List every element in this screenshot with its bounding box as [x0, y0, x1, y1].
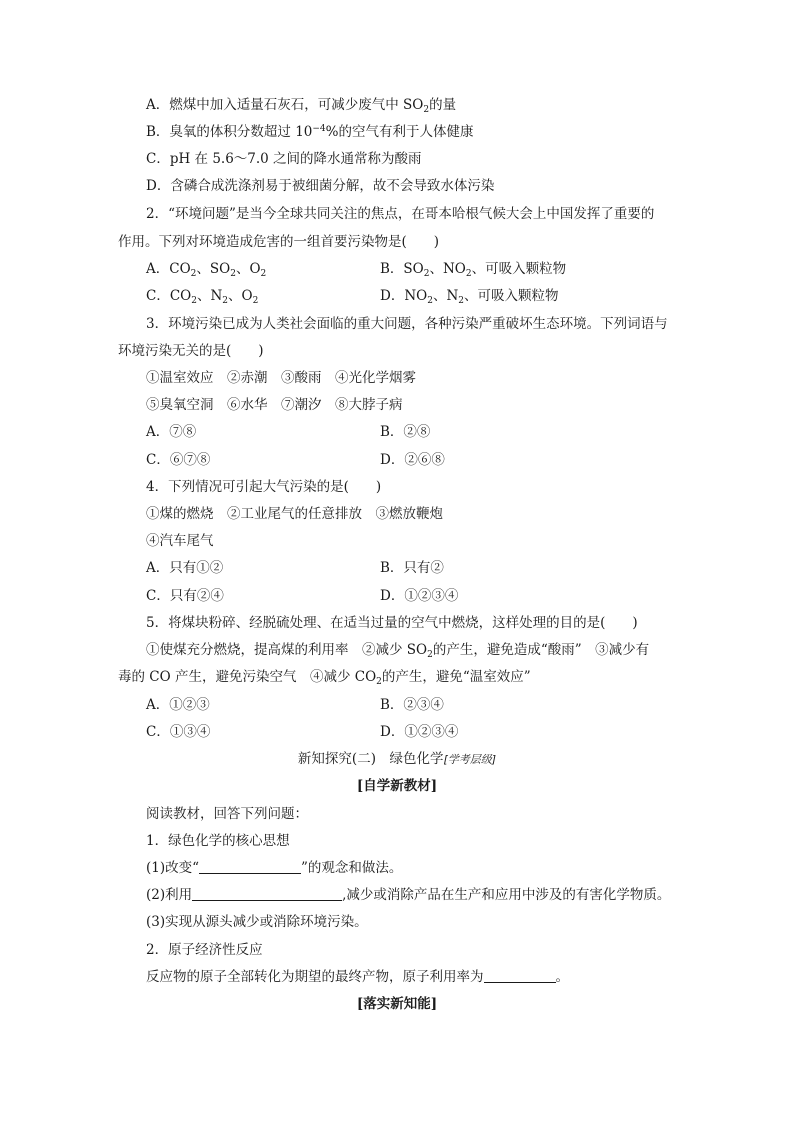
q5-items-line2: 毒的 CO 产生，避免污染空气 ④减少 $CO_2$的产生，避免“温室效应”	[118, 669, 531, 687]
q5-stem: 5．将煤块粉碎、经脱硫处理、在适当过量的空气中燃烧，这样处理的目的是( )	[146, 615, 638, 631]
point1-item1: (1)改变“ ”的观念和做法。	[146, 860, 403, 876]
q2-option-b: B．$SO_2$、$NO_2$、可吸入颗粒物	[380, 261, 567, 279]
q4-stem: 4．下列情况可引起大气污染的是( )	[146, 479, 382, 495]
sub-heading: [自学新教材]	[356, 778, 438, 794]
point2-text: 反应物的原子全部转化为期望的最终产物，原子利用率为 。	[146, 969, 569, 985]
q5-option-b: B．②③④	[380, 697, 444, 713]
q5-option-c: C．①③④	[146, 724, 211, 740]
q2-stem-line1: 2．“环境问题”是当今全球共同关注的焦点，在哥本哈根气候大会上中国发挥了重要的	[146, 206, 655, 222]
intro-text: 阅读教材，回答下列问题：	[146, 806, 308, 822]
q3-items-line2: ⑤臭氧空洞 ⑥水华 ⑦潮汐 ⑧大脖子病	[146, 397, 403, 413]
q4-option-d: D．①②③④	[380, 588, 459, 604]
q5-items-line1: ①使煤充分燃烧，提高煤的利用率 ②减少 $SO_2$的产生，避免造成“酸雨” ③减少有	[146, 642, 650, 660]
q1-option-d: D．含磷合成洗涤剂易于被细菌分解，故不会导致水体污染	[146, 178, 495, 194]
level-tag: [学考层级]	[443, 753, 497, 766]
q3-option-a: A．⑦⑧	[146, 424, 197, 440]
q2-option-d: D．$NO_2$、$N_2$、可吸入颗粒物	[380, 288, 559, 306]
q2-option-a: A．$CO_2$、$SO_2$、$O_2$	[146, 261, 267, 279]
q3-stem-line1: 3．环境污染已成为人类社会面临的重大问题，各种污染严重破坏生态环境。下列词语与	[146, 316, 668, 332]
q1-option-a: A．燃煤中加入适量石灰石，可减少废气中 $SO_2$的量	[146, 97, 457, 115]
fill-blank-1[interactable]	[199, 859, 301, 874]
q5-option-a: A．①②③	[146, 697, 210, 713]
point1-item3: (3)实现从源头减少或消除环境污染。	[146, 914, 368, 930]
q3-option-c: C．⑥⑦⑧	[146, 452, 211, 468]
q3-items-line1: ①温室效应 ②赤潮 ③酸雨 ④光化学烟雾	[146, 370, 416, 386]
q4-items-line2: ④汽车尾气	[146, 533, 214, 549]
point2-title: 2．原子经济性反应	[146, 942, 263, 958]
q3-option-d: D．②⑥⑧	[380, 452, 445, 468]
q1-option-c: C．pH 在 5.6～7.0 之间的降水通常称为酸雨	[146, 151, 422, 167]
q2-option-c: C．$CO_2$、$N_2$、$O_2$	[146, 288, 259, 306]
q4-option-b: B．只有②	[380, 560, 444, 576]
fill-blank-3[interactable]	[484, 968, 556, 983]
q5-option-d: D．①②③④	[380, 724, 459, 740]
q3-option-b: B．②⑧	[380, 424, 431, 440]
point1-title: 1．绿色化学的核心思想	[146, 833, 290, 849]
footer-heading: [落实新知能]	[356, 996, 438, 1012]
q4-items-line1: ①煤的燃烧 ②工业尾气的任意排放 ③燃放鞭炮	[146, 506, 443, 522]
fill-blank-2[interactable]	[192, 886, 342, 901]
q1-option-b: B．臭氧的体积分数超过 $10^{-4}\%$的空气有利于人体健康	[146, 124, 474, 140]
point1-item2: (2)利用 ,减少或消除产品在生产和应用中涉及的有害化学物质。	[146, 887, 671, 903]
q4-option-c: C．只有②④	[146, 588, 224, 604]
section-title: 新知探究(二) 绿色化学[学考层级]	[297, 751, 497, 767]
q4-option-a: A．只有①②	[146, 560, 224, 576]
q3-stem-line2: 环境污染无关的是( )	[118, 343, 264, 359]
q2-stem-line2: 作用。下列对环境造成危害的一组首要污染物是( )	[118, 234, 440, 250]
